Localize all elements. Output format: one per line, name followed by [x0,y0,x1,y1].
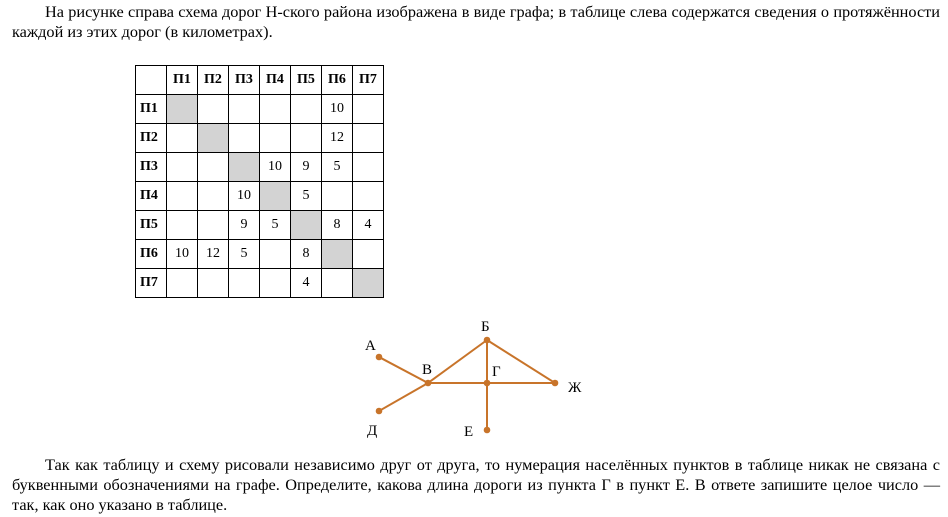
table-row [136,240,384,269]
distance-cell [260,95,291,124]
distance-cell [353,153,384,182]
distance-cell: 10 [229,182,260,211]
distance-cell [229,269,260,298]
diagonal-cell [353,269,384,298]
distance-cell [198,182,229,211]
node-E [484,427,491,434]
diagonal-cell [291,211,322,240]
node-A [376,354,383,361]
table-row [136,182,384,211]
distance-cell [260,240,291,269]
table-row [136,211,384,240]
node-label-A: А [365,338,376,354]
distance-cell: 10 [167,240,198,269]
distance-cell [229,95,260,124]
node-label-B: Б [481,319,490,335]
node-label-V: В [422,362,433,378]
node-G [484,380,491,387]
distance-cell [198,269,229,298]
column-header: П7 [353,66,384,95]
distance-cell: 12 [322,124,353,153]
column-header: П2 [198,66,229,95]
intro-paragraph: На рисунке справа схема дорог Н-ского района изображена в виде графа; в таблице слева содержатся сведения о протяжённости каждой из этих дорог (в километрах). [12,2,940,41]
diagonal-cell [167,95,198,124]
row-header: П2 [136,124,167,153]
distance-cell: 4 [291,269,322,298]
node-D [376,408,383,415]
distance-cell [198,153,229,182]
distance-cell [167,182,198,211]
distance-cell: 10 [322,95,353,124]
node-V [425,380,432,387]
distance-table [135,65,384,298]
table-row [136,153,384,182]
distance-cell [353,95,384,124]
distance-cell [260,124,291,153]
graph-nodes [376,337,559,434]
distance-cell: 5 [260,211,291,240]
distance-cell: 4 [353,211,384,240]
distance-cell: 10 [260,153,291,182]
row-header: П5 [136,211,167,240]
distance-cell [353,240,384,269]
distance-cell: 9 [291,153,322,182]
node-label-D: Д [367,423,378,439]
node-label-G: Г [492,364,501,380]
edge-D-V [379,383,428,411]
edge-A-V [379,357,428,383]
distance-cell [229,124,260,153]
edge-V-B [428,340,487,383]
column-header: П6 [322,66,353,95]
column-header: П3 [229,66,260,95]
distance-cell: 5 [291,182,322,211]
distance-cell [353,182,384,211]
node-Zh [552,380,559,387]
distance-cell [167,124,198,153]
distance-cell [167,269,198,298]
diagonal-cell [198,124,229,153]
distance-cell [291,124,322,153]
distance-cell: 8 [291,240,322,269]
distance-cell [198,95,229,124]
column-header: П5 [291,66,322,95]
row-header: П3 [136,153,167,182]
diagonal-cell [260,182,291,211]
diagonal-cell [322,240,353,269]
row-header: П7 [136,269,167,298]
node-label-Zh: Ж [568,380,582,396]
table-row [136,269,384,298]
row-header: П4 [136,182,167,211]
column-header: П1 [167,66,198,95]
road-graph [350,315,610,440]
distance-cell [322,269,353,298]
graph-edges [379,340,555,430]
column-header: П4 [260,66,291,95]
table-row [136,95,384,124]
node-label-E: Е [464,424,474,440]
distance-cell [167,211,198,240]
distance-cell [291,95,322,124]
table-corner-cell [136,66,167,95]
distance-cell: 12 [198,240,229,269]
distance-cell: 9 [229,211,260,240]
distance-cell [198,211,229,240]
distance-cell: 8 [322,211,353,240]
distance-cell: 5 [322,153,353,182]
diagonal-cell [229,153,260,182]
table-header-row [136,66,384,95]
distance-cell [260,269,291,298]
distance-cell: 5 [229,240,260,269]
table-row [136,124,384,153]
distance-cell [167,153,198,182]
row-header: П1 [136,95,167,124]
row-header: П6 [136,240,167,269]
question-paragraph: Так как таблицу и схему рисовали независимо друг от друга, то нумерация населённых пунктов в таблице никак не связана с буквенными обозначениями на графе. Определите, какова длина дороги из пункта Г в пункт Е. В ответе запишите целое число — так, как оно указано в таблице. [12,455,940,514]
node-B [484,337,491,344]
distance-cell [353,124,384,153]
distance-cell [322,182,353,211]
